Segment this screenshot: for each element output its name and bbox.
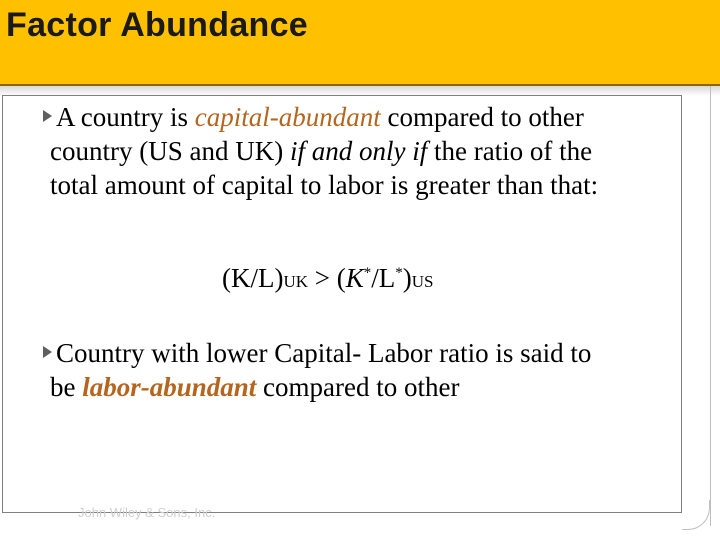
right-rule — [710, 86, 711, 526]
capital-abundant-term: capital-abundant — [194, 102, 381, 132]
bullet-arrow-icon — [43, 110, 52, 122]
bullet1-text-c: compared to other — [380, 102, 584, 132]
bullet1-line1 — [43, 100, 670, 134]
slide-title: Factor Abundance — [6, 6, 309, 44]
ratio-formula — [222, 256, 434, 299]
formula-k-star: * — [363, 265, 372, 281]
formula-uk-sub: UK — [283, 272, 309, 291]
bullet1-text-a: A country is — [56, 102, 195, 132]
bullet-arrow-icon — [43, 346, 52, 358]
bullet-labor-abundant — [50, 336, 670, 404]
formula-l: /L — [371, 263, 396, 293]
formula-close: ) — [402, 263, 412, 293]
formula-left: (K/L) — [222, 263, 284, 293]
formula-op: > ( — [308, 263, 346, 293]
formula-l-star: * — [395, 265, 403, 281]
copyright-footer: John Wiley & Sons, Inc. — [78, 505, 216, 520]
bullet-capital-abundant — [50, 100, 670, 202]
bullet1-line2 — [50, 134, 670, 168]
bullet2-line2-c: compared to other — [256, 372, 460, 402]
bullet1-line2-a: country (US and UK) — [50, 136, 290, 166]
bullet1-line3: total amount of capital to labor is greater than that: — [50, 170, 599, 200]
formula-k: K — [345, 263, 364, 293]
bullet2-text: Country with lower Capital- Labor ratio is said to — [56, 338, 592, 368]
title-bar — [0, 0, 720, 86]
if-and-only-if: if and only if — [289, 136, 428, 166]
bullet2-line2 — [50, 370, 670, 404]
bullet2-line2-a: be — [50, 372, 83, 402]
bullet2-line1 — [43, 336, 670, 370]
formula-us-sub: US — [411, 272, 434, 291]
bullet1-line2-c: the ratio of the — [427, 136, 593, 166]
labor-abundant-term: labor-abundant — [82, 372, 257, 402]
right-curl — [682, 500, 710, 530]
